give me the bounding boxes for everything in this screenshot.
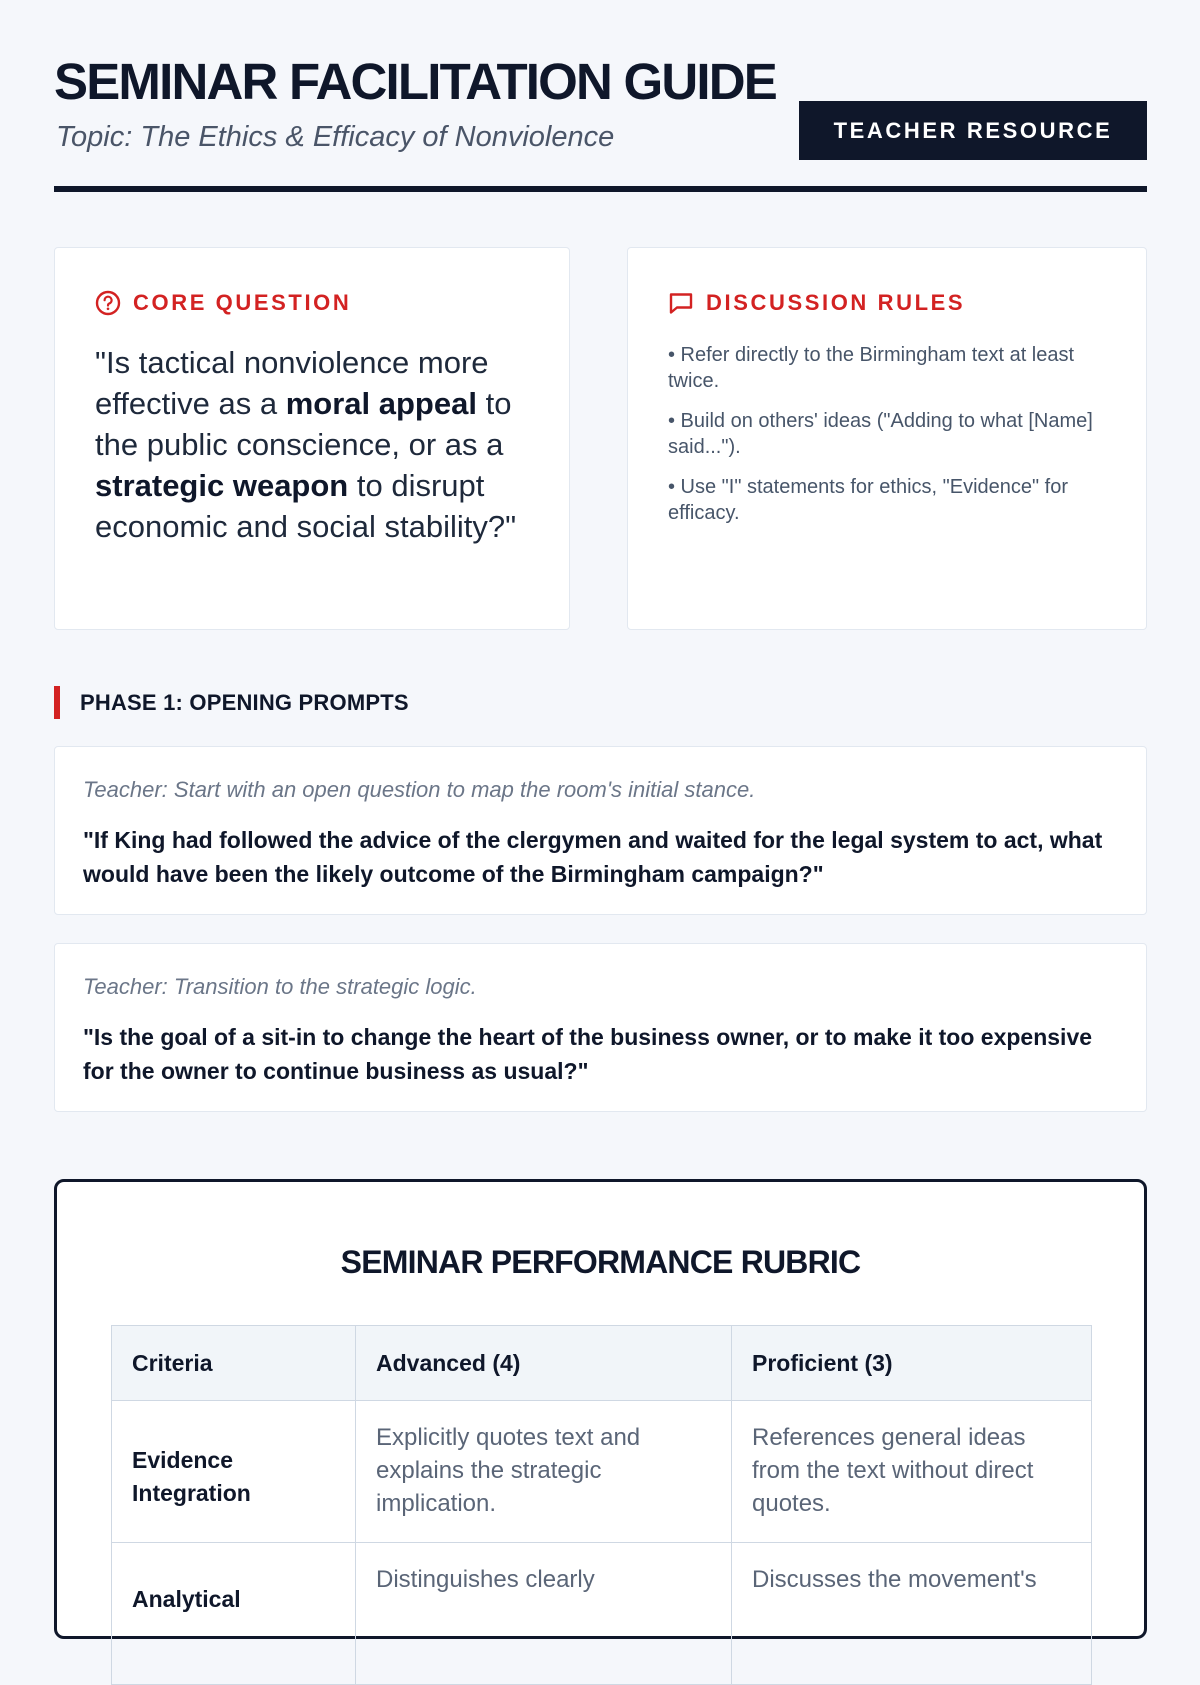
proficient-cell: Discusses the movement's	[732, 1543, 1092, 1685]
advanced-cell: Explicitly quotes text and explains the strategic implication.	[356, 1401, 732, 1543]
core-question-text	[95, 342, 535, 547]
rubric-header-row	[112, 1326, 1092, 1401]
page-subtitle: Topic: The Ethics & Efficacy of Nonviolence	[56, 121, 615, 153]
teacher-resource-badge: TEACHER RESOURCE	[799, 101, 1147, 160]
table-row	[112, 1401, 1092, 1543]
question-circle-icon	[95, 290, 121, 316]
performance-rubric	[54, 1179, 1147, 1639]
criteria-cell: Analytical	[112, 1543, 356, 1685]
rule-item: • Refer directly to the Birmingham text at least twice.	[668, 344, 1075, 392]
teacher-note: Teacher: Transition to the strategic logic.	[83, 974, 477, 999]
rule-item: • Use "I" statements for ethics, "Evidence" for efficacy.	[668, 476, 1068, 524]
rubric-table	[111, 1325, 1092, 1685]
opening-prompt-card	[54, 943, 1147, 1112]
phase-1-title: PHASE 1: OPENING PROMPTS	[80, 689, 409, 715]
question-text-part: to the public conscience, or as a	[95, 386, 512, 462]
teacher-note: Teacher: Start with an open question to map the room's initial stance.	[83, 777, 756, 802]
discussion-rules-label: DISCUSSION RULES	[706, 290, 966, 315]
phase-1-heading	[54, 686, 409, 719]
core-question-heading	[95, 290, 351, 316]
column-header: Advanced (4)	[356, 1326, 732, 1401]
rubric-title: SEMINAR PERFORMANCE RUBRIC	[340, 1244, 861, 1280]
advanced-cell: Distinguishes clearly	[356, 1543, 732, 1685]
question-text-part: to disrupt economic and social stability?"	[95, 468, 517, 544]
page-title: SEMINAR FACILITATION GUIDE	[54, 53, 776, 110]
column-header: Proficient (3)	[732, 1326, 1092, 1401]
proficient-cell: References general ideas from the text without direct quotes.	[732, 1401, 1092, 1543]
discussion-rules-card	[627, 247, 1147, 630]
opening-prompt-card	[54, 746, 1147, 915]
rule-item: • Build on others' ideas ("Adding to what [Name] said...").	[668, 410, 1093, 458]
question-text-part: "Is tactical nonviolence more effective as a	[95, 345, 489, 421]
phase-accent-bar	[54, 686, 60, 719]
column-header: Criteria	[112, 1326, 356, 1401]
strategic-weapon-emphasis: strategic weapon	[95, 468, 349, 503]
criteria-cell: Evidence Integration	[112, 1401, 356, 1543]
speech-bubble-icon	[668, 290, 694, 316]
rules-list	[668, 342, 1108, 540]
discussion-rules-heading	[668, 290, 965, 316]
core-question-label: CORE QUESTION	[133, 290, 352, 315]
header-divider	[54, 186, 1147, 192]
prompt-question: "If King had followed the advice of the clergymen and waited for the legal system to act, what would have been the likely outcome of the Birmingham campaign?"	[83, 827, 1103, 887]
core-question-card	[54, 247, 570, 630]
table-row	[112, 1543, 1092, 1685]
prompt-question: "Is the goal of a sit-in to change the heart of the business owner, or to make it too expensive for the owner to continue business as usual?"	[83, 1024, 1093, 1084]
moral-appeal-emphasis: moral appeal	[285, 386, 477, 421]
